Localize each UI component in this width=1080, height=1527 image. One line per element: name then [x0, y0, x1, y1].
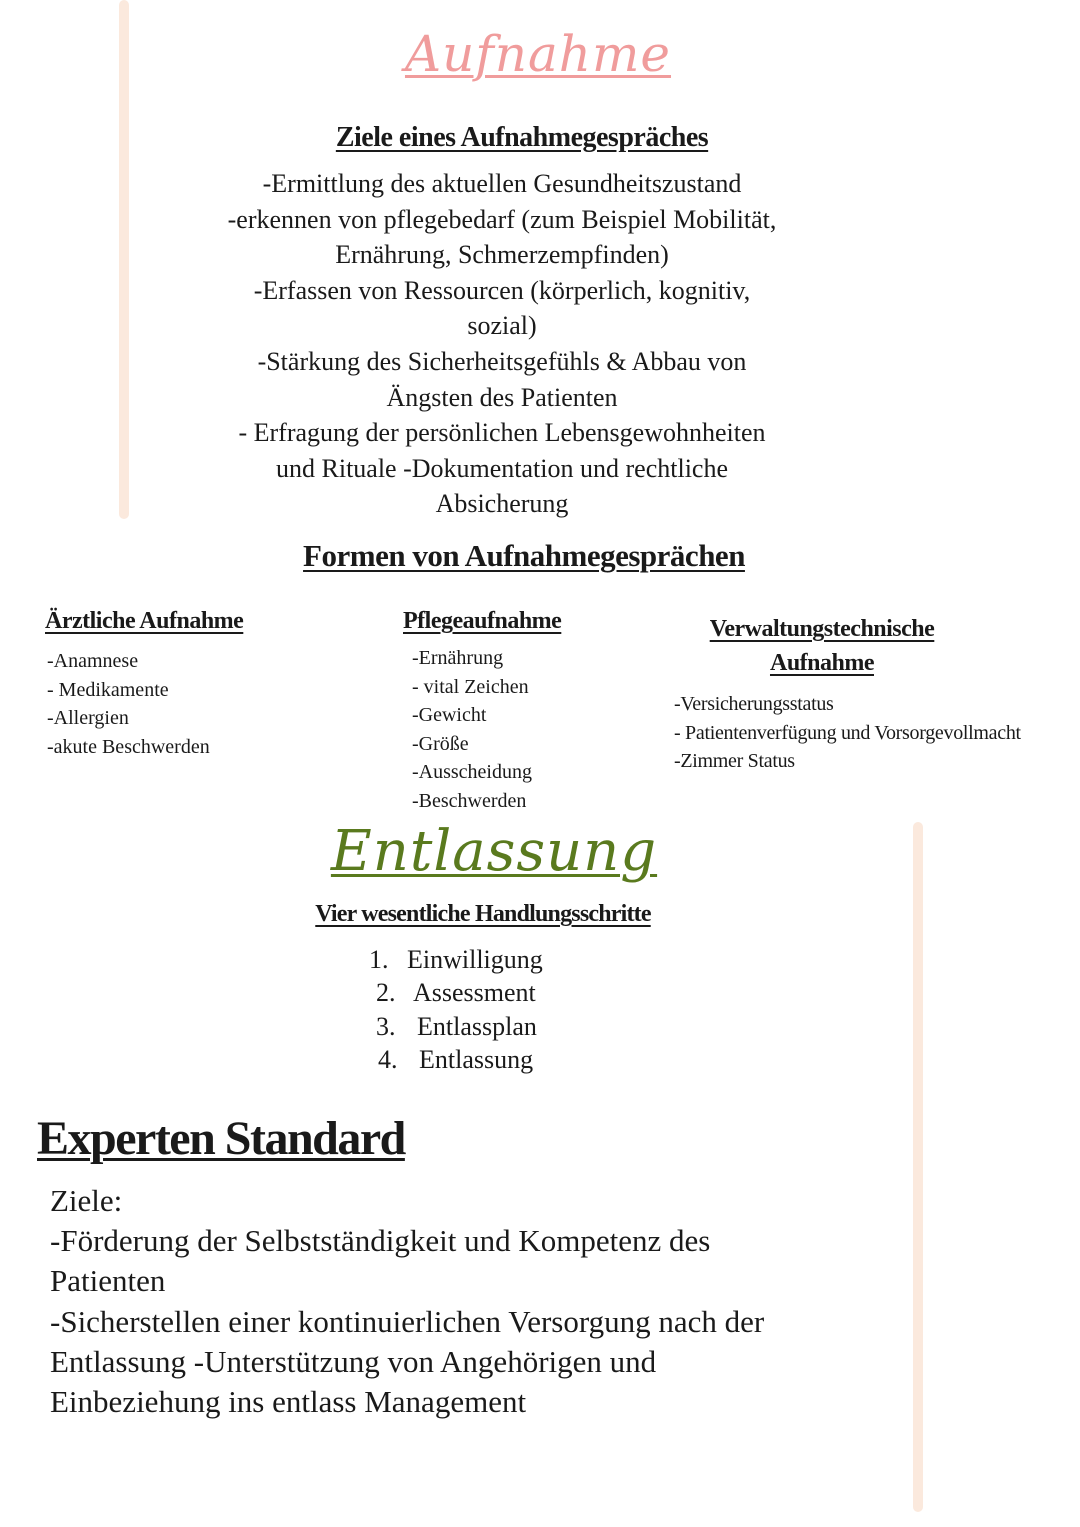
- ziele-list: [150, 166, 854, 522]
- list-item: -Ernährung: [412, 647, 504, 669]
- list-item: -Allergien: [47, 707, 129, 729]
- list-item: [369, 1010, 543, 1043]
- ziele-line: sozial): [467, 311, 537, 341]
- experten-standard-title: Experten Standard: [37, 1112, 405, 1165]
- list-item: -Gewicht: [412, 704, 487, 726]
- ziele-line: und Rituale -Dokumentation und rechtliche: [276, 453, 728, 483]
- list-item: -Größe: [412, 732, 469, 755]
- step-number: 2.: [376, 978, 396, 1008]
- list-item: - Medikamente: [47, 678, 169, 701]
- list-item: [369, 943, 543, 976]
- list-item: -Ausscheidung: [412, 761, 532, 783]
- text-line: Ziele:: [50, 1183, 123, 1218]
- list-item: -Anamnese: [47, 650, 139, 672]
- ziele-heading: Ziele eines Aufnahmegespräches: [335, 122, 709, 153]
- verwaltungstechnische-aufnahme-column: [674, 612, 1078, 776]
- ziele-line: Absicherung: [435, 489, 569, 519]
- ziele-line: -erkennen von pflegebedarf (zum Beispiel Mobilität,: [227, 204, 777, 234]
- aerztliche-aufnahme-title: Ärztliche Aufnahme: [45, 608, 244, 634]
- text-line: Patienten: [50, 1263, 166, 1299]
- list-item: -akute Beschwerden: [47, 735, 210, 758]
- verwaltungstechnische-aufnahme-list: [674, 690, 1078, 776]
- step-label: Assessment: [413, 978, 536, 1008]
- ziele-line: -Stärkung des Sicherheitsgefühls & Abbau von: [257, 346, 747, 376]
- list-item: - vital Zeichen: [412, 675, 529, 698]
- entlassung-title: Entlassung: [330, 819, 658, 884]
- experten-standard-text: [50, 1181, 890, 1422]
- handlungsschritte-heading: Vier wesentliche Handlungsschritte: [315, 901, 651, 927]
- text-line: Entlassung -Unterstützung von Angehörigen und: [50, 1343, 657, 1379]
- step-number: 1.: [369, 945, 389, 974]
- list-item: -Zimmer Status: [674, 750, 795, 772]
- aufnahme-title: Aufnahme: [404, 25, 672, 83]
- pflegeaufnahme-column: [403, 605, 663, 815]
- list-item: -Versicherungsstatus: [674, 693, 834, 715]
- verwaltungstechnische-aufnahme-title: Verwaltungstechnische: [709, 616, 935, 642]
- pflegeaufnahme-title: Pflegeaufnahme: [403, 608, 562, 634]
- handlungsschritte-list: [369, 943, 543, 1076]
- pflegeaufnahme-list: [403, 644, 663, 815]
- text-line: -Förderung der Selbstständigkeit und Kompetenz des: [50, 1223, 711, 1259]
- ziele-line: -Erfassen von Ressourcen (körperlich, kognitiv,: [253, 275, 751, 305]
- ziele-line: -Ermittlung des aktuellen Gesundheitszustand: [262, 169, 742, 198]
- step-label: Entlassung: [419, 1044, 534, 1074]
- step-label: Einwilligung: [407, 945, 543, 974]
- aerztliche-aufnahme-list: [45, 647, 365, 761]
- ziele-line: Ängsten des Patienten: [386, 382, 618, 412]
- text-line: -Sicherstellen einer kontinuierlichen Versorgung nach der: [50, 1303, 765, 1339]
- list-item: -Beschwerden: [412, 789, 527, 812]
- formen-heading: Formen von Aufnahmegesprächen: [303, 538, 745, 573]
- ziele-line: Ernährung, Schmerzempfinden): [335, 240, 669, 270]
- list-item: [369, 1043, 543, 1076]
- verwaltungstechnische-aufnahme-title-line2: Aufnahme: [769, 650, 874, 676]
- step-number: 4.: [378, 1044, 398, 1074]
- list-item: - Patientenverfügung und Vorsorgevollmacht: [674, 721, 1021, 744]
- text-line: Einbeziehung ins entlass Management: [50, 1384, 527, 1420]
- aerztliche-aufnahme-column: [45, 605, 365, 761]
- step-label: Entlassplan: [417, 1011, 537, 1041]
- ziele-line: - Erfragung der persönlichen Lebensgewohnheiten: [238, 418, 766, 448]
- list-item: [369, 976, 543, 1009]
- step-number: 3.: [376, 1011, 396, 1041]
